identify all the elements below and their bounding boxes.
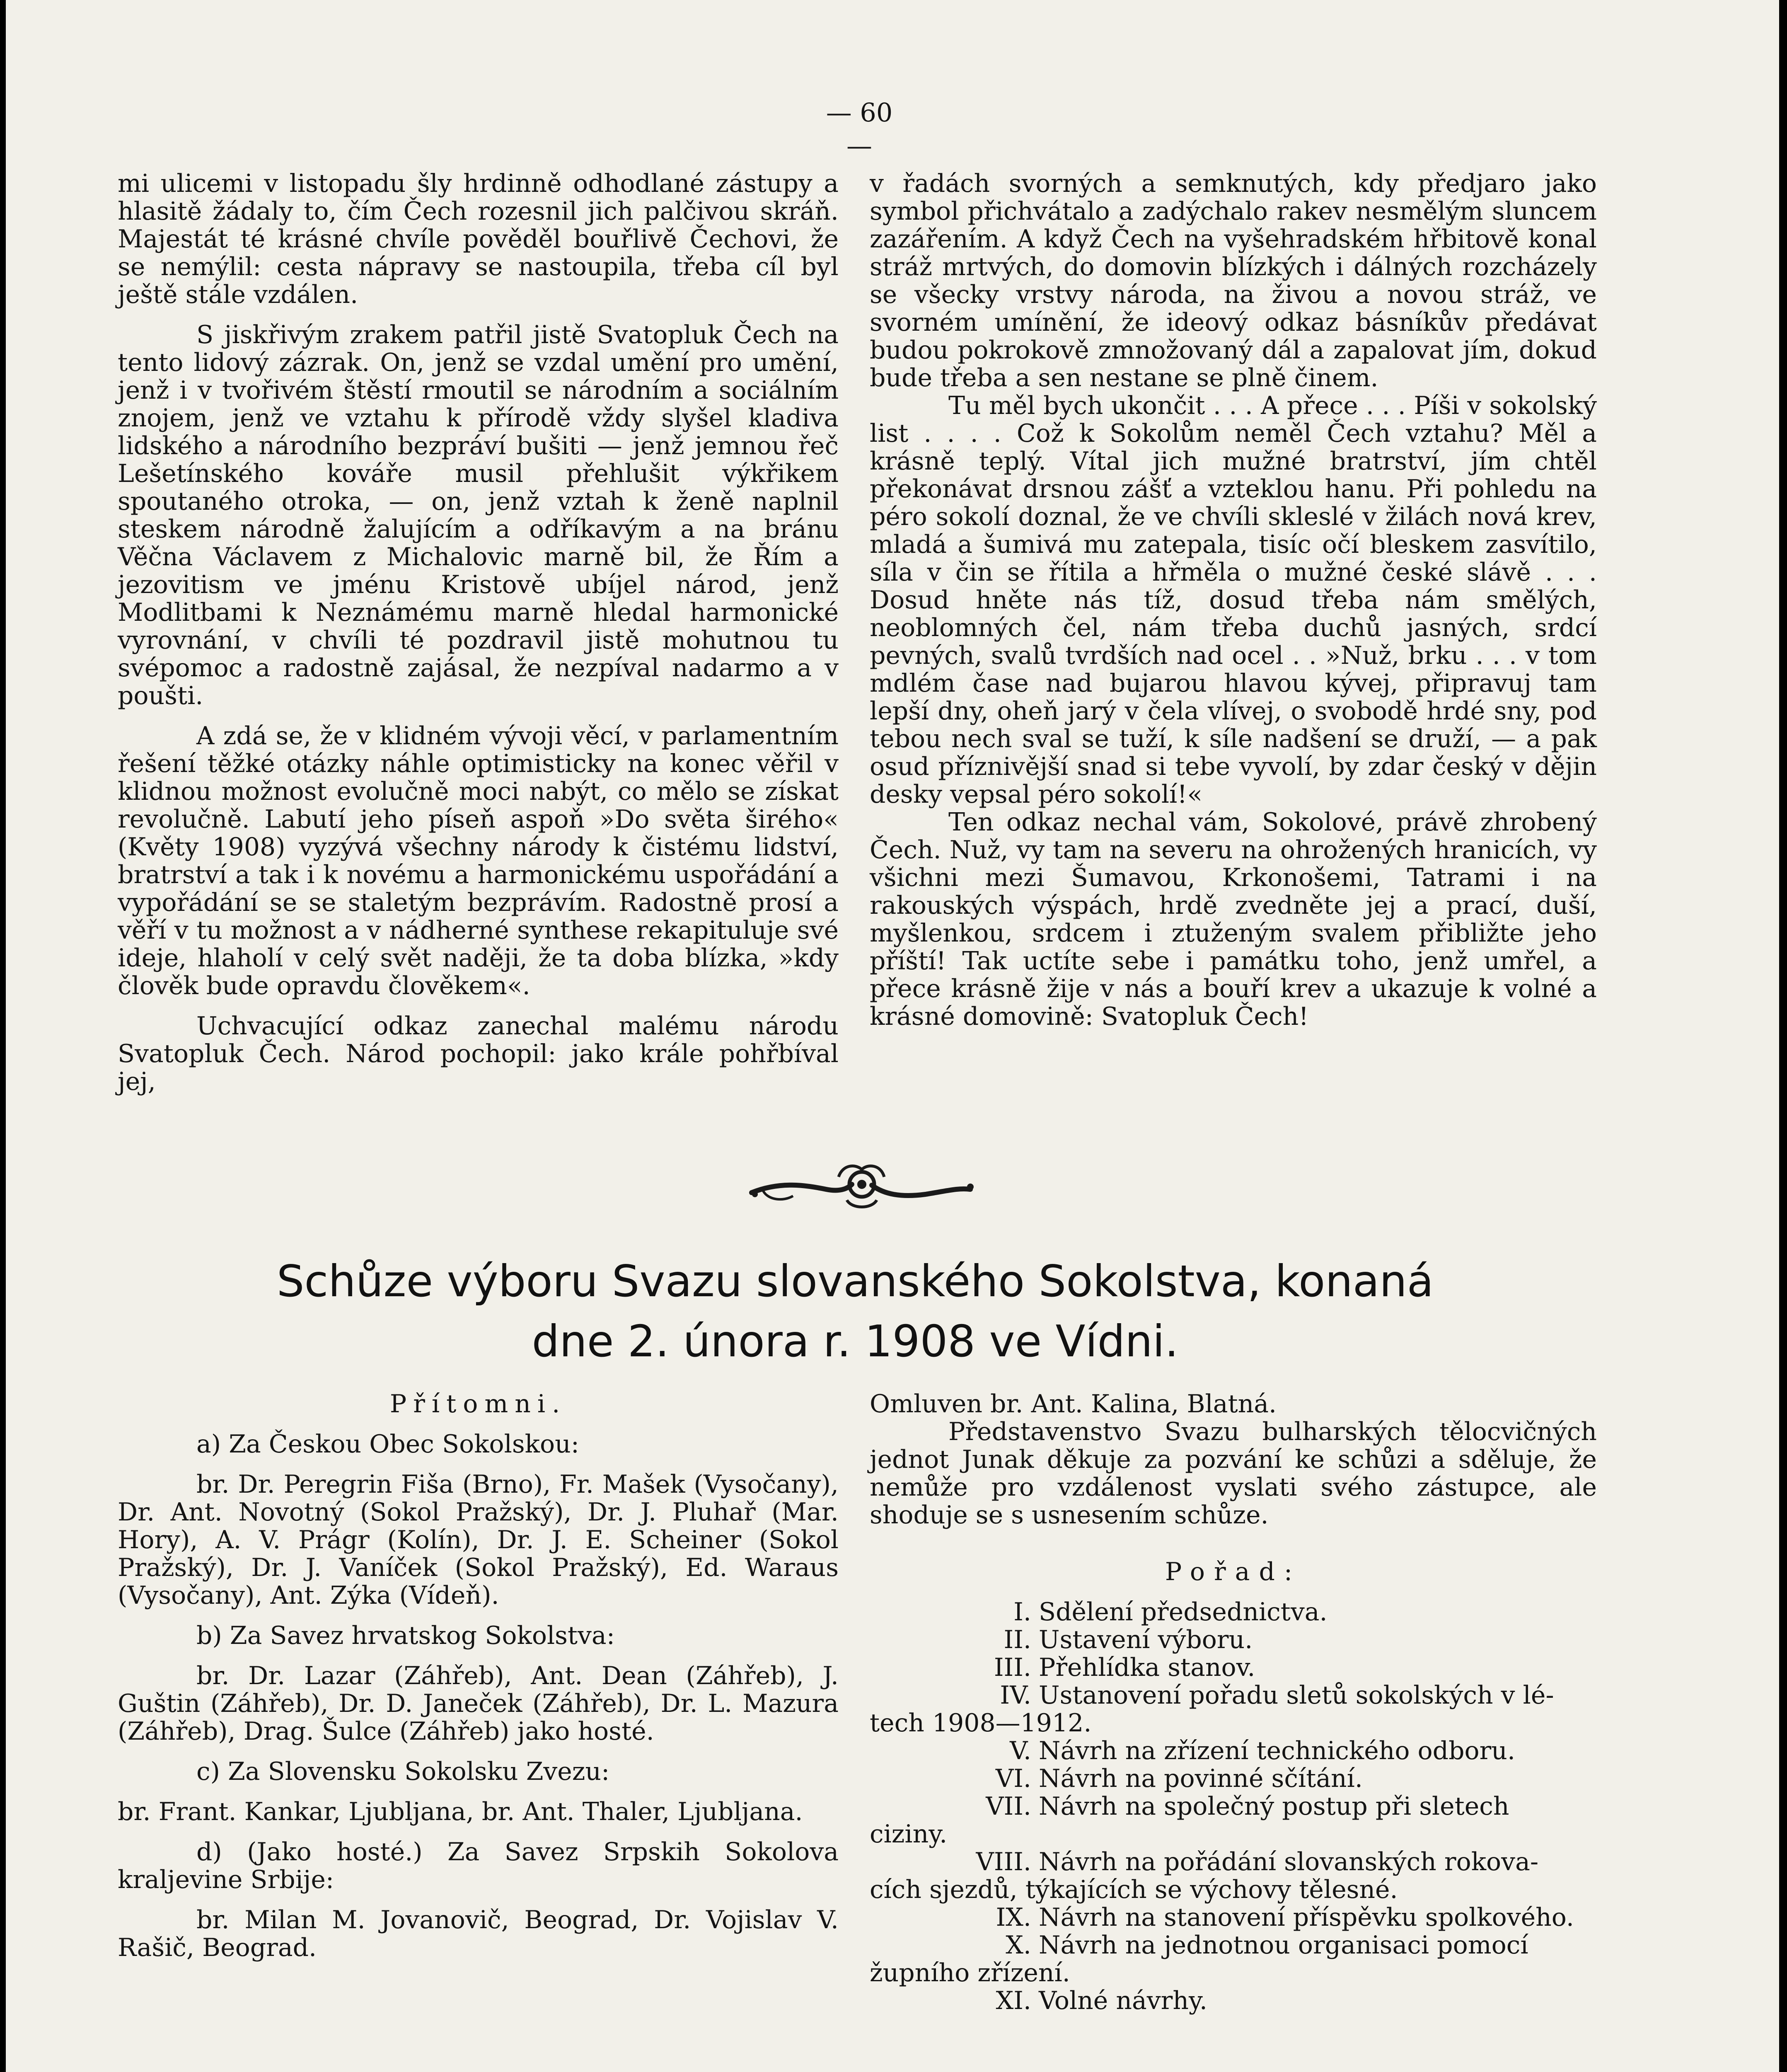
agenda-item-number: X. bbox=[1006, 1931, 1031, 1960]
bulgarian-note: Představenstvo Svazu bulharských tělocvičných jednot Junak děkuje za pozvání ke schůzi a sděluje, že nemůže pro vzdálenost vyslati svého zástupce, ale shoduje se s usnesením schůze. bbox=[870, 1417, 1597, 1530]
attendance-group-names: br. Frant. Kankar, Ljubljana, br. Ant. Thaler, Ljubljana. bbox=[118, 1797, 803, 1826]
agenda-item-text: Návrh na stanovení příspěvku spolkového. bbox=[1039, 1903, 1574, 1932]
agenda-item-number: V. bbox=[1010, 1736, 1031, 1765]
agenda-item-text: Volné návrhy. bbox=[1039, 1986, 1207, 2015]
attendance-group-names: br. Milan M. Jovanovič, Beograd, Dr. Vojislav V. Rašič, Beograd. bbox=[118, 1905, 839, 1962]
article-paragraph: v řadách svorných a semknutých, kdy předjaro jako symbol přichvátalo a zadýchalo rakev nesmělým sluncem zazářením. A když Čech na vyšehradském hřbitově konal stráž mrtvých, do domovin blízkých i dálných rozcházely se všecky vrstvy národa, na živou a novou stráž, ve svorném umínění, že ideový odkaz básníkův předávat budou pokrokově zmnožovaný dál a zapalovat jím, dokud bude třeba a sen nestane se plně činem. bbox=[870, 169, 1597, 392]
agenda-item-text: Návrh na povinné sčítání. bbox=[1039, 1764, 1363, 1793]
article-column-left bbox=[118, 170, 839, 1096]
agenda-item-continuation: tech 1908—1912. bbox=[870, 1709, 1092, 1738]
attendance-label: Přítomni. bbox=[389, 1389, 567, 1418]
agenda-item-number: III. bbox=[994, 1653, 1031, 1682]
attendance-group-label: b) Za Savez hrvatskog Sokolstva: bbox=[196, 1621, 615, 1650]
agenda-item-number: VII. bbox=[986, 1792, 1031, 1821]
attendance-column bbox=[118, 1390, 839, 1962]
agenda-item-text: Návrh na jednotnou organisaci pomocí župního zřízení. bbox=[1039, 1932, 1597, 1987]
agenda-item-text: Ustanovení pořadu sletů sokolských v lé- tech 1908—1912. bbox=[1039, 1682, 1597, 1737]
attendance-group-names: br. Dr. Lazar (Záhřeb), Ant. Dean (Záhřeb), J. Guštin (Záhřeb), Dr. D. Janeček (Záhřeb), Dr. L. Mazura (Záhřeb), Drag. Šulce (Záhřeb) jako hosté. bbox=[118, 1661, 839, 1746]
agenda-item bbox=[870, 1737, 1597, 1765]
agenda-item-continuation: župního zřízení. bbox=[870, 1958, 1070, 1987]
agenda-item-text: Přehlídka stanov. bbox=[1039, 1653, 1255, 1682]
excused-note: Omluven br. Ant. Kalina, Blatná. bbox=[870, 1389, 1277, 1418]
agenda-item bbox=[870, 1848, 1597, 1904]
article-paragraph: A zdá se, že v klidném vývoji věcí, v parlamentním řešení těžké otázky náhle optimisticky na konec věřil v klidnou možnost evolučně moci nabýt, co mělo se získat revolučně. Labutí jeho píseň aspoň »Do světa širého« (Květy 1908) vyzývá všechny národy k čistému lidství, bratrství a tak i k novému a harmonickému uspořádání a vypořádání se se staletým bezprávím. Radostně prosí a věří v tu možnost a v nádherné synthese rekapituluje své ideje, hlaholí v celý svět naději, že ta doba blízka, »kdy člověk bude opravdu člověkem«. bbox=[118, 721, 839, 1000]
agenda-item-continuation: ciziny. bbox=[870, 1820, 948, 1849]
minutes-heading bbox=[130, 1251, 1580, 1372]
agenda-item bbox=[870, 1904, 1597, 1932]
agenda-item bbox=[870, 1932, 1597, 1987]
agenda-item bbox=[870, 1765, 1597, 1793]
attendance-group-label: c) Za Slovensku Sokolsku Zvezu: bbox=[196, 1757, 610, 1786]
agenda-item-number: VI. bbox=[995, 1764, 1031, 1793]
agenda-item-number: II. bbox=[1004, 1625, 1031, 1654]
agenda-column bbox=[870, 1390, 1597, 2015]
minutes-heading-line: Schůze výboru Svazu slovanského Sokolstva, konaná bbox=[276, 1256, 1434, 1307]
article-paragraph: Uchvacující odkaz zanechal malému národu Svatopluk Čech. Národ pochopil: jako krále pohřbíval jej, bbox=[118, 1012, 839, 1096]
agenda-item-text: Návrh na pořádání slovanských rokova- cích sjezdů, týkajících se výchovy tělesné. bbox=[1039, 1848, 1597, 1904]
agenda-item-number: IX. bbox=[996, 1903, 1031, 1932]
attendance-group-label: a) Za Českou Obec Sokolskou: bbox=[196, 1430, 579, 1459]
page bbox=[6, 0, 1779, 2072]
agenda-item-number: I. bbox=[1013, 1598, 1031, 1627]
page-number: — 60 — bbox=[826, 97, 893, 161]
agenda-item-continuation: cích sjezdů, týkajících se výchovy tělesné. bbox=[870, 1875, 1398, 1904]
agenda-item bbox=[870, 1682, 1597, 1737]
agenda-item bbox=[870, 1654, 1597, 1682]
article-paragraph: Tu měl bych ukončit . . . A přece . . . Píši v sokolský list . . . . Což k Sokolům neměl Čech vztahu? Měl a krásně teplý. Vítal jich mužné bratrství, jím chtěl překonávat drsnou zášť a vzteklou hanu. Při pohledu na péro sokolí doznal, že ve chvíli skleslé v žilách nová krev, mladá a šumivá mu zatepala, tisíc očí bleskem zasvítilo, síla v čin se řítila a hřměla o mužné české slávě . . . Dosud hněte nás tíž, dosud třeba nám smělých, neoblomných čel, nám třeba duchů jasných, srdcí pevných, svalů tvrdších nad ocel . . »Nuž, brku . . . v tom mdlém čase nad bujarou hlavou kývej, připravuj tam lepší dny, oheň jarý v čela vlívej, o svobodě hrdé sny, pod tebou nech sval se tuží, k síle nadšení se druží, — a pak osud příznivější snad si tebe vyvolí, by zdar český v dějin desky vepsal péro sokolí!« bbox=[870, 391, 1597, 809]
agenda-item-text: Návrh na zřízení technického odboru. bbox=[1039, 1736, 1516, 1765]
article-paragraph: mi ulicemi v listopadu šly hrdinně odhodlané zástupy a hlasitě žádaly to, čím Čech rozesnil jich palčivou skráň. Majestát té krásné chvíle pověděl bouřlivě Čechovi, že se nemýlil: cesta nápravy se nastoupila, třeba cíl byl ještě stále vzdálen. bbox=[118, 169, 839, 309]
article-paragraph: Ten odkaz nechal vám, Sokolové, právě zhrobený Čech. Nuž, vy tam na severu na ohrožených hranicích, vy všichni mezi Šumavou, Krkonošemi, Tatrami i na rakouských výspách, hrdě zvedněte jej a prací, duší, myšlenkou, srdcem i ztuženým svalem přibližte jeho příští! Tak uctíte sebe i památku toho, jenž umřel, a přece krásně žije v nás a bouří krev a ukazuje k volné a krásné domovině: Svatopluk Čech! bbox=[870, 808, 1597, 1031]
agenda-item bbox=[870, 1626, 1597, 1654]
agenda-item-number: XI. bbox=[996, 1986, 1031, 2015]
agenda-item bbox=[870, 1598, 1597, 1626]
attendance-group-names: br. Dr. Peregrin Fiša (Brno), Fr. Mašek (Vysočany), Dr. Ant. Novotný (Sokol Pražský), Dr. J. Pluhař (Mar. Hory), A. V. Prágr (Kolín), Dr. J. E. Scheiner (Sokol Pražský), Dr. J. Vaníček (Sokol Pražský), Ed. Waraus (Vysočany), Ant. Zýka (Vídeň). bbox=[118, 1470, 839, 1610]
ornament-divider-icon bbox=[743, 1160, 979, 1218]
minutes-heading-line: dne 2. února r. 1908 ve Vídni. bbox=[532, 1316, 1179, 1367]
agenda-label: Pořad: bbox=[1165, 1557, 1302, 1586]
article-column-right bbox=[870, 170, 1597, 1031]
agenda-item-number: IV. bbox=[1000, 1681, 1031, 1710]
agenda-list bbox=[870, 1598, 1597, 2015]
agenda-item-text: Sdělení předsednictva. bbox=[1039, 1598, 1328, 1627]
agenda-item-number: VIII. bbox=[976, 1847, 1031, 1876]
attendance-group-label: d) (Jako hosté.) Za Savez Srpskih Sokolova kraljevine Srbije: bbox=[118, 1837, 839, 1894]
agenda-item-text: Návrh na společný postup při sletech ciziny. bbox=[1039, 1793, 1597, 1848]
article-paragraph: S jiskřivým zrakem patřil jistě Svatopluk Čech na tento lidový zázrak. On, jenž se vzdal umění pro umění, jenž i v tvořivém štěstí rmoutil se národním a sociálním znojem, jenž ve vztahu k přírodě vždy slyšel kladiva lidského a národního bezpráví bušiti — jenž jemnou řeč Lešetínského kováře musil přehlušit výkřikem spoutaného otroka, — on, jenž vztah k ženě naplnil steskem národně žalujícím a odříkavým a na bránu Věčna Václavem z Michalovic marně bil, že Řím a jezovitism ve jménu Kristově ubíjel národ, jenž Modlitbami k Neznámému marně hledal harmonické vyrovnání, v chvíli té pozdravil jistě mohutnou tu svépomoc a radostně zajásal, že nezpíval nadarmo a v poušti. bbox=[118, 320, 839, 710]
agenda-item bbox=[870, 1793, 1597, 1848]
agenda-item bbox=[870, 1987, 1597, 2015]
agenda-item-text: Ustavení výboru. bbox=[1039, 1625, 1253, 1654]
